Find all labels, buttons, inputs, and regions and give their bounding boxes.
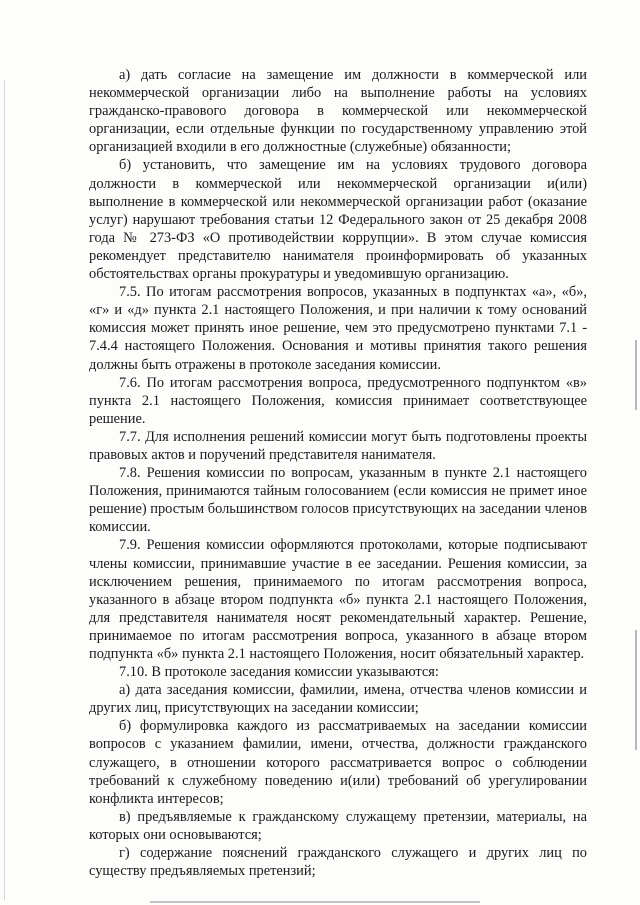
scan-edge-right-lower — [635, 630, 637, 750]
paragraph-b-establish: б) установить, что замещение им на условиях трудового договора должности в коммерческой или некоммерческой организации и(или) выполнение в коммерческой или некоммерческой организации работ (оказание услуг) нарушают требования статьи 12 Федерального закон от 25 декабря 2008 года № 273-ФЗ «О противодействии коррупции». В этом случае комиссия рекомендует представителю нанимателя проинформировать об указанных обстоятельствах органы прокуратуры и уведомившую организацию. — [89, 157, 587, 283]
scan-edge-left — [4, 80, 5, 900]
document-body — [89, 66, 587, 880]
scan-edge-bottom — [150, 901, 480, 903]
scan-edge-right-upper — [635, 340, 637, 410]
paragraph-7-10: 7.10. В протоколе заседания комиссии указываются: — [119, 664, 439, 681]
paragraph-7-10-g: г) содержание пояснений гражданского служащего и других лиц по существу предъявляемых претензий; — [89, 845, 587, 880]
paragraph-7-8: 7.8. Решения комиссии по вопросам, указанным в пункте 2.1 настоящего Положения, принимаются тайным голосованием (если комиссия не примет иное решение) простым большинством голосов присутствующих на заседании членов комиссии. — [89, 465, 587, 536]
paragraph-7-7: 7.7. Для исполнения решений комиссии могут быть подготовлены проекты правовых актов и поручений представителя нанимателя. — [89, 428, 587, 463]
paragraph-7-6: 7.6. По итогам рассмотрения вопроса, предусмотренного подпунктом «в» пункта 2.1 настоящего Положения, комиссия принимает соответствующее решение. — [89, 374, 587, 427]
paragraph-7-5: 7.5. По итогам рассмотрения вопросов, указанных в подпунктах «а», «б», «г» и «д» пункта 2.1 настоящего Положения, и при наличии к тому оснований комиссия может принять иное решение, чем это предусмотрено пунктами 7.1 - 7.4.4 настоящего Положения. Основания и мотивы принятия такого решения должны быть отражены в протоколе заседания комиссии. — [89, 284, 587, 373]
paragraph-a-consent: а) дать согласие на замещение им должности в коммерческой или некоммерческой организации либо на выполнение работы на условиях гражданско-правового договора в коммерческой или некоммерческой организации, если отдельные функции по государственному управлению этой организацией входили в его должностные (служебные) обязанности; — [89, 67, 587, 156]
paragraph-7-10-b: б) формулировка каждого из рассматриваемых на заседании комиссии вопросов с указанием фамилии, имени, отчества, должности гражданского служащего, в отношении которого рассматривается вопрос о соблюдении требований к служебному поведению и(или) требований об урегулировании конфликта интересов; — [89, 718, 587, 807]
paragraph-7-9: 7.9. Решения комиссии оформляются протоколами, которые подписывают члены комиссии, принимавшие участие в ее заседании. Решения комиссии, за исключением решения, принимаемого по итогам рассмотрения вопроса, указанного в абзаце втором подпункта «б» пункта 2.1 настоящего Положения, для представителя нанимателя носят рекомендательный характер. Решение, принимаемое по итогам рассмотрения вопроса, указанного в абзаце втором подпункта «б» пункта 2.1 настоящего Положения, носит обязательный характер. — [89, 537, 587, 662]
paragraph-7-10-v: в) предъявляемые к гражданскому служащему претензии, материалы, на которых они основываются; — [89, 808, 587, 843]
paragraph-7-10-a: а) дата заседания комиссии, фамилии, имена, отчества членов комиссии и других лиц, присутствующих на заседании комиссии; — [89, 682, 587, 717]
